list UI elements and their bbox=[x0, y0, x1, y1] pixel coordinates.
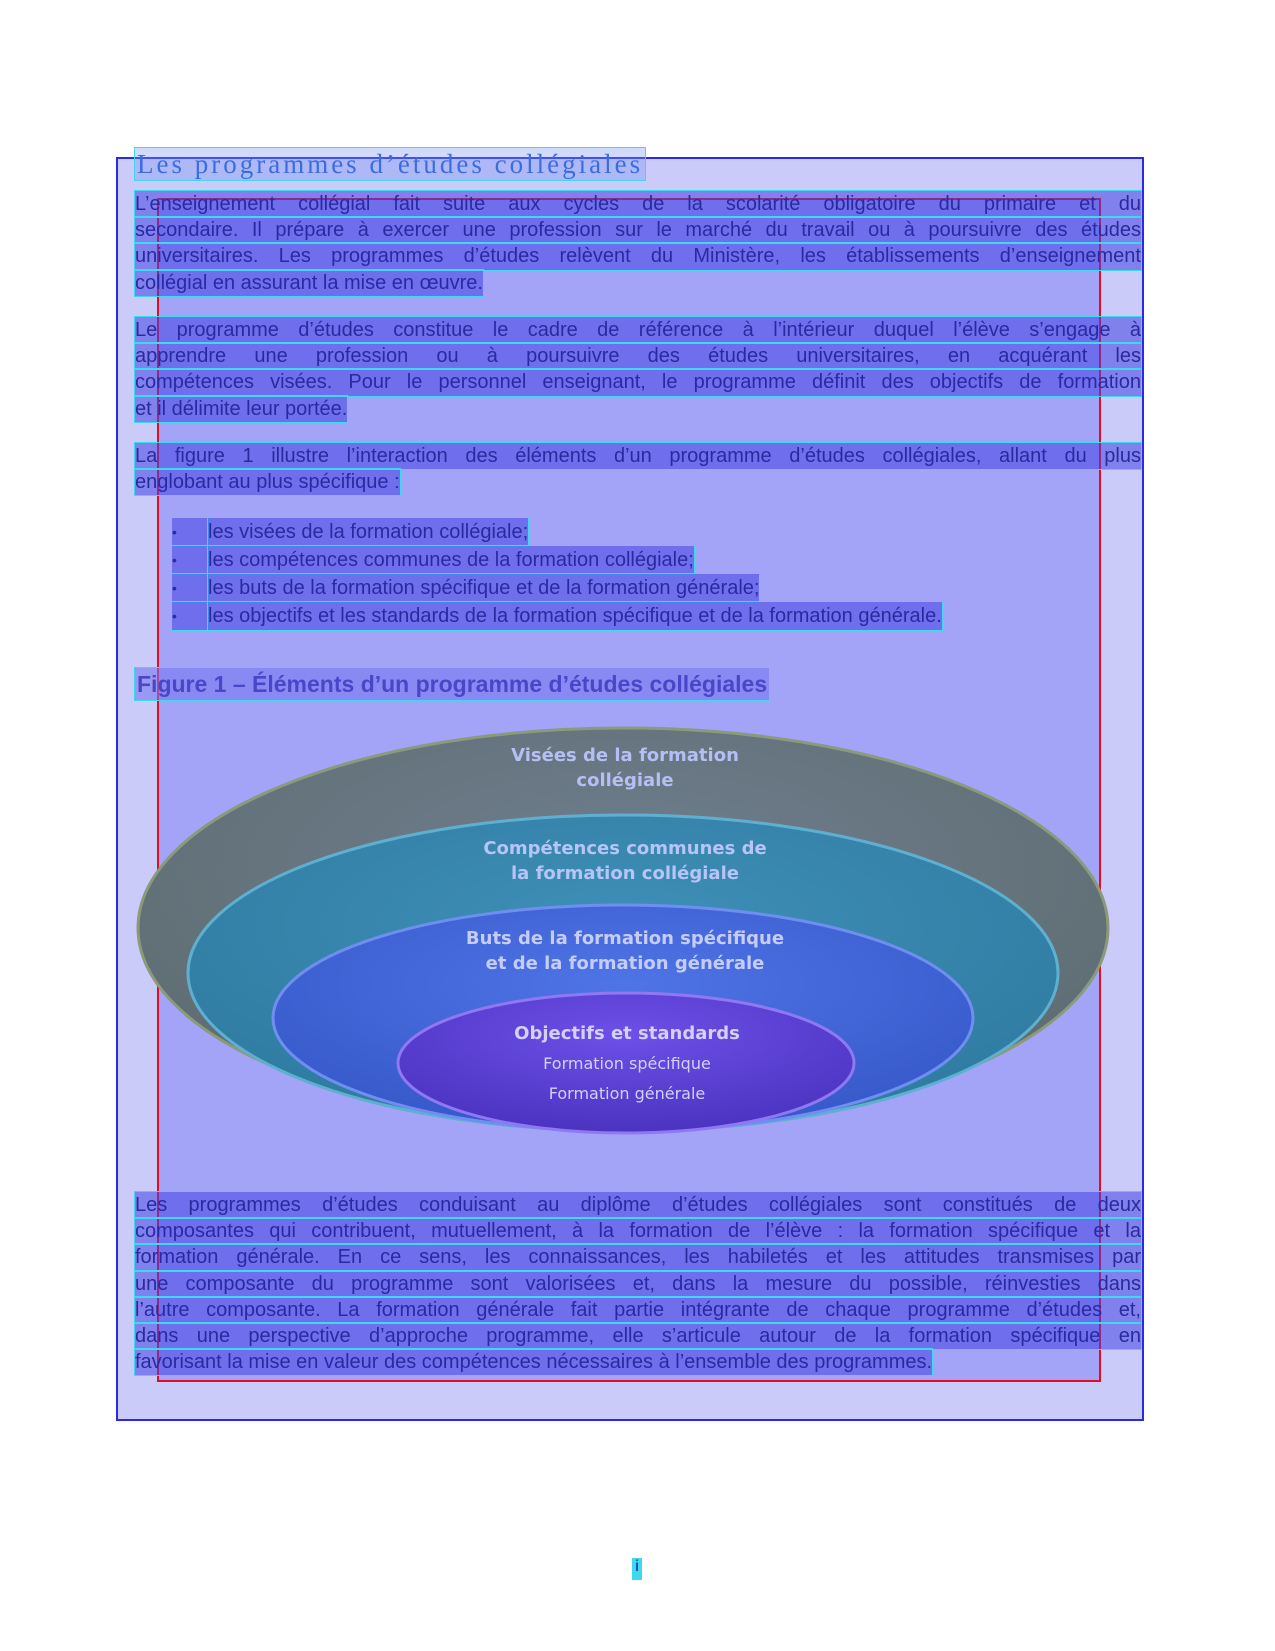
page-title: Les programmes d’études collégiales bbox=[137, 149, 644, 179]
ring-second-label-2: la formation collégiale bbox=[511, 863, 739, 884]
text-line: englobant au plus spécifique : bbox=[135, 469, 400, 495]
text-line: et il délimite leur portée. bbox=[135, 396, 347, 422]
ring-third-label-1: Buts de la formation spécifique bbox=[465, 928, 785, 949]
bullet-icon: • bbox=[172, 546, 208, 574]
text-line: La figure 1 illustre l’interaction des éléments d’un programme d’études collégiales, allant du plus bbox=[135, 443, 1141, 469]
paragraph-program bbox=[135, 317, 1141, 422]
text-line: formation générale. En ce sens, les connaissances, les habiletés et les attitudes transmises par bbox=[135, 1244, 1141, 1270]
text-line: secondaire. Il prépare à exercer une profession sur le marché du travail ou à poursuivre des études bbox=[135, 217, 1141, 243]
bullet-list bbox=[172, 518, 942, 630]
list-item-text: les buts de la formation spécifique et de la formation générale; bbox=[208, 574, 759, 602]
text-line: universitaires. Les programmes d’études relèvent du Ministère, les établissements d’enseignement bbox=[135, 243, 1141, 269]
text-line: l’autre composante. La formation générale fait partie intégrante de chaque programme d’études et, bbox=[135, 1297, 1141, 1323]
ring-inner-title: Objectifs et standards bbox=[514, 1023, 740, 1044]
ring-outer-label-1: Visées de la formation bbox=[511, 745, 739, 766]
list-item bbox=[172, 574, 942, 602]
text-line: Le programme d’études constitue le cadre de référence à l’intérieur duquel l’élève s’engage à bbox=[135, 317, 1141, 343]
list-item bbox=[172, 546, 942, 574]
ring-outer-label-2: collégiale bbox=[576, 770, 674, 791]
text-line: composantes qui contribuent, mutuellement, à la formation de l’élève : la formation spécifique et la bbox=[135, 1218, 1141, 1244]
text-line: L’enseignement collégial fait suite aux cycles de la scolarité obligatoire du primaire et du bbox=[135, 191, 1141, 217]
nested-ellipses-diagram bbox=[133, 723, 1118, 1143]
bullet-icon: • bbox=[172, 574, 208, 602]
list-item-text: les visées de la formation collégiale; bbox=[208, 518, 528, 546]
paragraph-intro bbox=[135, 191, 1141, 296]
text-line: compétences visées. Pour le personnel enseignant, le programme définit des objectifs de formation bbox=[135, 369, 1141, 395]
ring-inner-line-1: Formation spécifique bbox=[543, 1054, 711, 1073]
bullet-icon: • bbox=[172, 602, 208, 630]
text-line: collégial en assurant la mise en œuvre. bbox=[135, 270, 483, 296]
page-number: i bbox=[632, 1558, 642, 1580]
list-item bbox=[172, 602, 942, 630]
list-item-text: les compétences communes de la formation collégiale; bbox=[208, 546, 694, 574]
list-item bbox=[172, 518, 942, 546]
paragraph-figure-intro bbox=[135, 443, 1141, 495]
paragraph-components bbox=[135, 1192, 1141, 1375]
text-line: favorisant la mise en valeur des compétences nécessaires à l’ensemble des programmes. bbox=[135, 1349, 932, 1375]
text-line: Les programmes d’études conduisant au diplôme d’études collégiales sont constitués de deux bbox=[135, 1192, 1141, 1218]
ring-third-label-2: et de la formation générale bbox=[485, 953, 765, 974]
text-line: dans une perspective d’approche programme, elle s’articule autour de la formation spécifique en bbox=[135, 1323, 1141, 1349]
list-item-text: les objectifs et les standards de la formation spécifique et de la formation générale. bbox=[208, 602, 942, 630]
bullet-icon: • bbox=[172, 518, 208, 546]
text-line: apprendre une profession ou à poursuivre des études universitaires, en acquérant les bbox=[135, 343, 1141, 369]
ring-inner-line-2: Formation générale bbox=[548, 1084, 706, 1103]
ring-second-label-1: Compétences communes de bbox=[483, 838, 767, 859]
figure-caption: Figure 1 – Éléments d’un programme d’études collégiales bbox=[135, 668, 769, 700]
text-line: une composante du programme sont valorisées et, dans la mesure du possible, réinvesties dans bbox=[135, 1271, 1141, 1297]
